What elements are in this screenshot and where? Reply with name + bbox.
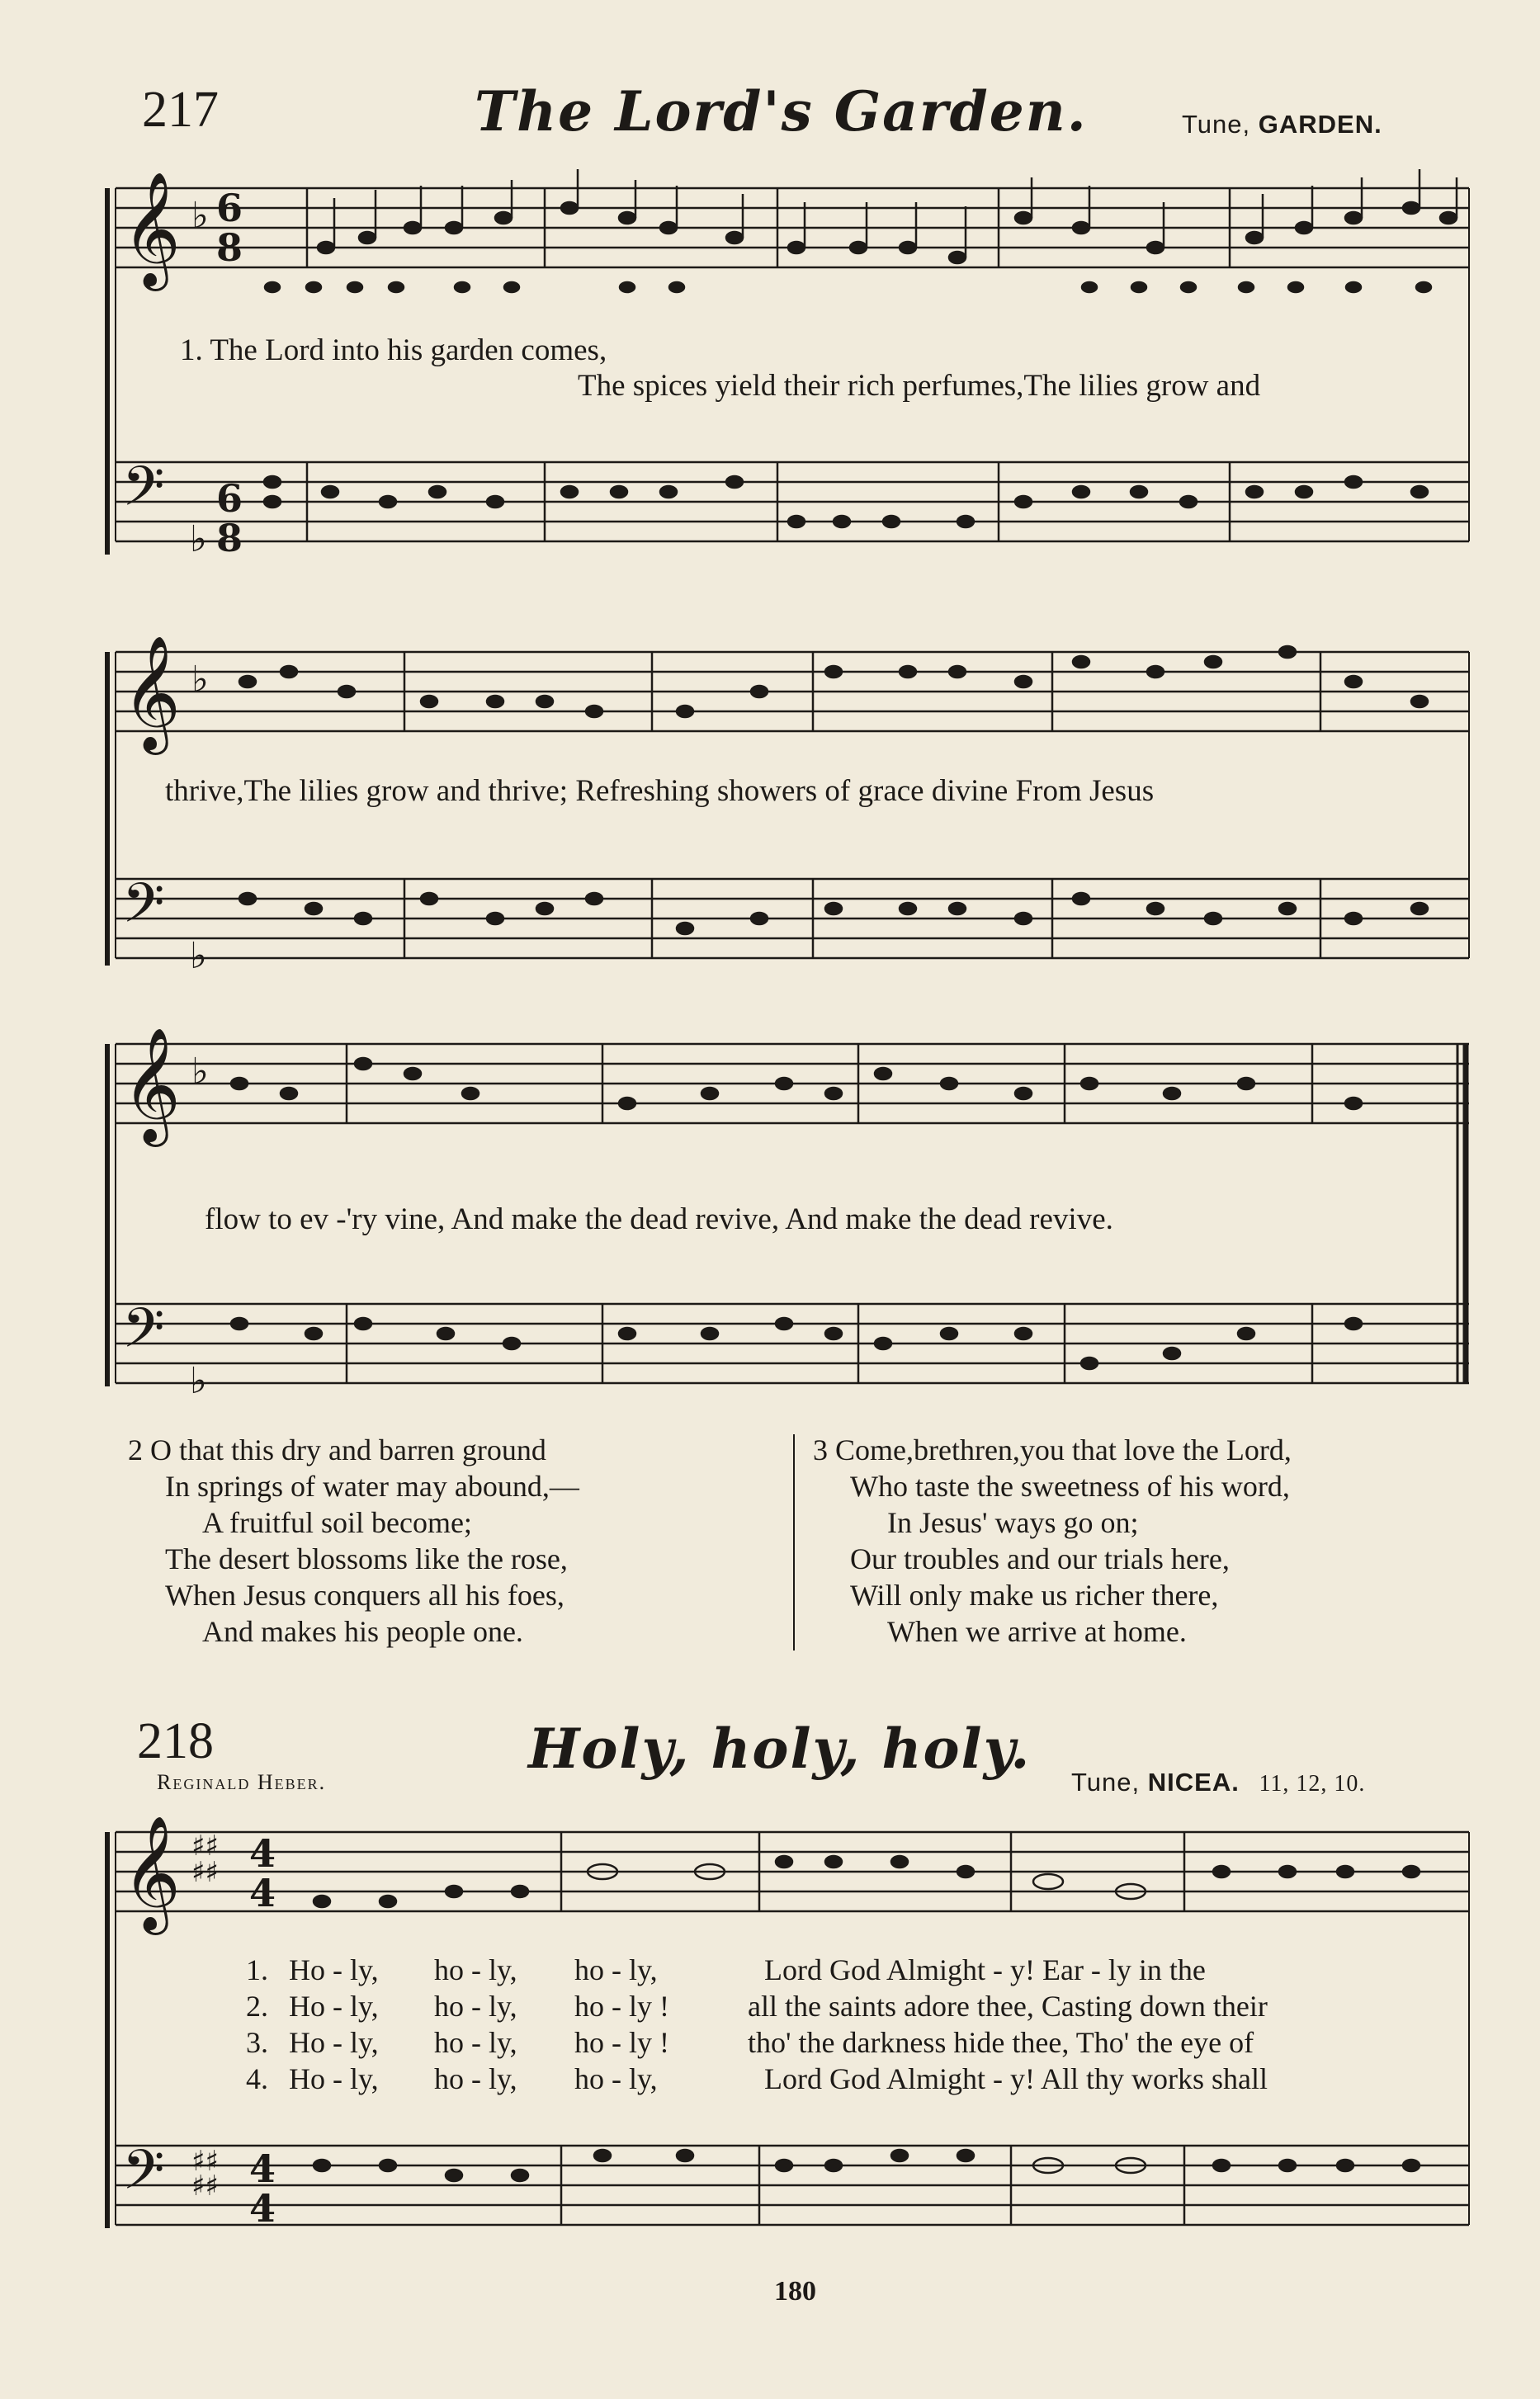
page-number: 180 [774,2276,816,2307]
svg-text:𝄞: 𝄞 [122,1027,181,1142]
lyric-line-3: thrive,The lilies grow and thrive; Refreshing showers of grace divine From Jesus [165,774,1155,808]
svg-text:4: 4 [249,1831,276,1876]
verse-line: Will only make us richer there, [850,1579,1219,1612]
verse-line: A fruitful soil become; [202,1506,472,1539]
verse-line: And makes his people one. [202,1615,523,1648]
svg-text:♭: ♭ [190,518,207,560]
verse-line: When Jesus conquers all his foes, [165,1579,565,1612]
svg-text:6: 6 [216,476,243,521]
author: Reginald Heber. [157,1770,327,1794]
svg-text:𝄢: 𝄢 [122,1296,165,1373]
hymnal-page: 217 The Lord's Garden. Tune, GARDEN. 𝄞 𝄢 𝄞 𝄢 𝄞 𝄢 𝄞 𝄢 ♭ ♭ ♭ ♭ ♭ ♭ 6 8 6 8 ♯♯ ♯♯ ♯♯ ♯♯ 4 4 4 4 1. The Lord into his garden comes, The spices yield their rich perfumes,The lilies grow and thrive,The lilies grow and thrive; Refreshing showers of grace divine From Jesus flow to ev -'ry vine, And make the dead revive, And make the dead revive. 2 O that this dry and barren ground In springs of water may abound,— A fruitful soil become; The desert blossoms like the rose, When Jesus conquers all his foes, And makes his people one. 3 Come,brethren,you that love the Lord, Who taste the sweetness of his word, In Jesus' ways go on; Our troubles and our trials here, Will only make us richer there, When we arrive at home. 218 Holy, holy, holy. Reginald Heber. Tune, NICEA. 11, 12, 10. 1. Ho - ly, ho - ly, ho - ly, Lord God Almight - y! Ear - ly in the 2. Ho - ly, ho - ly, ho - ly ! all the saints adore thee, Casting down their 3. Ho - ly, ho - ly, ho - ly ! tho' the darkness hide thee, Tho' the eye of 4. Ho - ly, ho - ly, ho - ly, Lord God Almight - y! All thy works shall 180 [0,0,1540,2399]
verse-2 [128,1432,579,1650]
svg-text:♭: ♭ [191,1051,209,1093]
svg-text:8: 8 [216,225,243,270]
hymn-number: 218 [137,1713,214,1769]
meter: 11, 12, 10. [1259,1771,1366,1797]
staff-system-1-treble [116,188,1469,267]
svg-text:𝄞: 𝄞 [122,1816,181,1930]
tune-name: GARDEN. [1258,110,1382,139]
staff-system-1-bass [116,462,1469,541]
svg-text:4: 4 [249,1871,276,1915]
svg-text:8: 8 [216,516,243,560]
verse-line: When we arrive at home. [887,1615,1187,1648]
tune-attribution [1071,1768,1365,1797]
svg-text:♭: ♭ [190,935,207,977]
svg-text:𝄢: 𝄢 [122,2138,165,2215]
svg-text:𝄢: 𝄢 [122,871,165,948]
tune-label: Tune, [1071,1768,1141,1797]
svg-text:♯♯: ♯♯ [191,1830,219,1863]
svg-text:♯♯: ♯♯ [191,2145,219,2178]
verse-line: 3 Come,brethren,you that love the Lord, [813,1433,1292,1466]
verse-line: In Jesus' ways go on; [887,1506,1139,1539]
lyric-line-4: flow to ev -'ry vine, And make the dead revive, And make the dead revive. [205,1202,1113,1236]
svg-text:♭: ♭ [190,1360,207,1402]
bass-clef-icon: 𝄢 [122,455,165,531]
svg-text:4: 4 [249,2186,276,2231]
lyric-line-2: The spices yield their rich perfumes,The lilies grow and [578,369,1261,403]
treble-clef-icon: 𝄞 [122,172,181,286]
notes-system-1 [318,169,1457,263]
verse-line: The desert blossoms like the rose, [165,1542,568,1575]
lyric-line-1: 1. The Lord into his garden comes, [180,333,607,367]
verse-3 [813,1432,1292,1650]
verse-line: In springs of water may abound,— [165,1470,579,1503]
svg-text:6: 6 [216,186,243,230]
svg-text:4: 4 [249,2146,276,2191]
svg-text:♭: ♭ [191,195,209,237]
svg-text:♭: ♭ [191,659,209,701]
verse-line: 2 O that this dry and barren ground [128,1433,546,1466]
verse-line: Who taste the sweetness of his word, [850,1470,1290,1503]
hymn-title: Holy, holy, holy. [528,1717,1032,1781]
tune-name: NICEA. [1147,1768,1240,1797]
hymn-title: The Lord's Garden. [475,79,1088,144]
tune-label: Tune, [1182,110,1251,139]
svg-text:𝄞: 𝄞 [122,635,181,750]
svg-text:♯♯: ♯♯ [191,1856,219,1889]
svg-text:♯♯: ♯♯ [191,2170,219,2203]
hymn-number: 217 [142,82,219,138]
verse-line: Our troubles and our trials here, [850,1542,1230,1575]
